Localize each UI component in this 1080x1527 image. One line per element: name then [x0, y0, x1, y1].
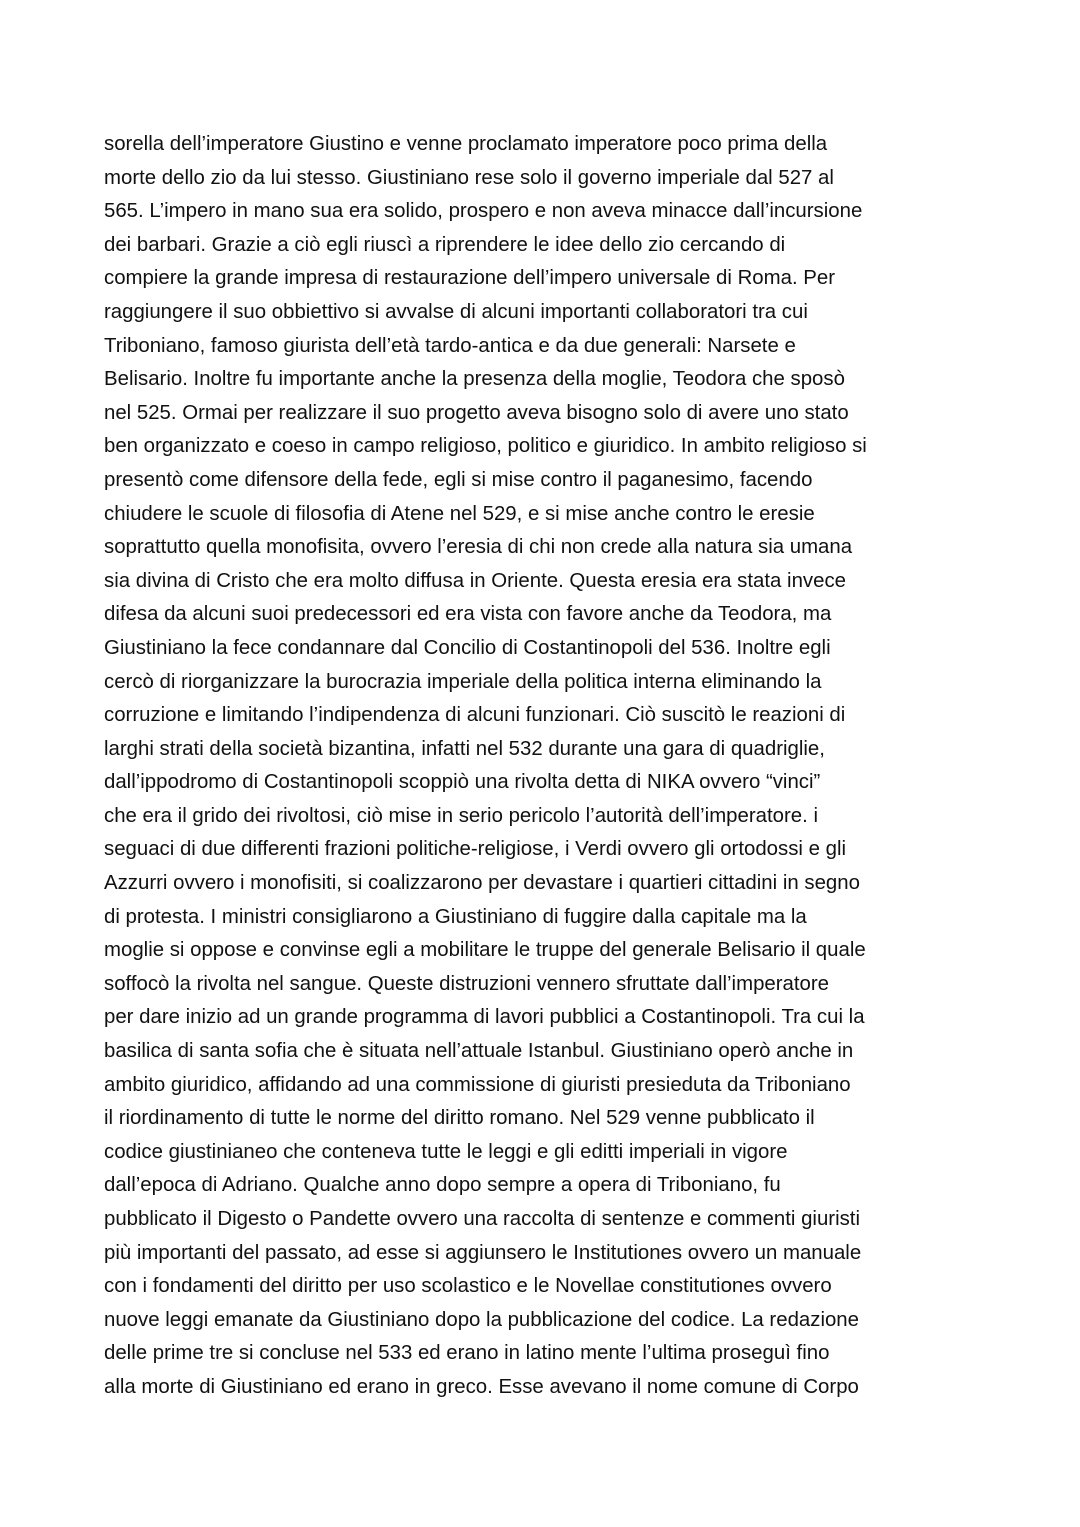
text-line: più importanti del passato, ad esse si aggiunsero le Institutiones ovvero un manuale — [104, 1241, 862, 1264]
text-line: Triboniano, famoso giurista dell’età tardo-antica e da due generali: Narsete e — [104, 334, 796, 357]
text-line: soffocò la rivolta nel sangue. Queste distruzioni vennero sfruttate dall’imperatore — [104, 972, 830, 995]
text-line: ben organizzato e coeso in campo religioso, politico e giuridico. In ambito religioso si — [104, 435, 867, 458]
text-line: morte dello zio da lui stesso. Giustiniano rese solo il governo imperiale dal 527 al — [104, 166, 834, 189]
text-line: Giustiniano la fece condannare dal Concilio di Costantinopoli del 536. Inoltre egli — [104, 636, 831, 659]
text-line: cercò di riorganizzare la burocrazia imperiale della politica interna eliminando la — [104, 670, 822, 693]
text-line: raggiungere il suo obbiettivo si avvalse di alcuni importanti collaboratori tra cui — [104, 300, 808, 323]
text-line: pubblicato il Digesto o Pandette ovvero una raccolta di sentenze e commenti giuristi — [104, 1208, 861, 1230]
text-line: basilica di santa sofia che è situata nell’attuale Istanbul. Giustiniano operò anche in — [104, 1040, 854, 1063]
text-line: con i fondamenti del diritto per uso scolastico e le Novellae constitutiones ovvero — [104, 1275, 832, 1298]
text-line: chiudere le scuole di filosofia di Atene nel 529, e si mise anche contro le eresie — [104, 502, 815, 525]
text-line: il riordinamento di tutte le norme del diritto romano. Nel 529 venne pubblicato il — [104, 1107, 815, 1130]
text-line: soprattutto quella monofisita, ovvero l’eresia di chi non crede alla natura sia umana — [104, 536, 853, 559]
text-line: sorella dell’imperatore Giustino e venne proclamato imperatore poco prima della — [104, 133, 828, 155]
text-line: nel 525. Ormai per realizzare il suo progetto aveva bisogno solo di avere uno stato — [104, 401, 849, 424]
text-line: moglie si oppose e convinse egli a mobilitare le truppe del generale Belisario il quale — [104, 939, 866, 962]
text-line: Belisario. Inoltre fu importante anche la presenza della moglie, Teodora che sposò — [104, 368, 845, 391]
text-line: per dare inizio ad un grande programma di lavori pubblici a Costantinopoli. Tra cui la — [104, 1006, 865, 1029]
text-line: nuove leggi emanate da Giustiniano dopo la pubblicazione del codice. La redazione — [104, 1308, 859, 1331]
text-line: alla morte di Giustiniano ed erano in greco. Esse avevano il nome comune di Corpo — [104, 1375, 859, 1398]
text-line: larghi strati della società bizantina, infatti nel 532 durante una gara di quadriglie, — [104, 737, 825, 760]
text-line: di protesta. I ministri consigliarono a Giustiniano di fuggire dalla capitale ma la — [104, 905, 807, 928]
text-line: ambito giuridico, affidando ad una commissione di giuristi presieduta da Triboniano — [104, 1073, 851, 1096]
text-line: compiere la grande impresa di restaurazione dell’impero universale di Roma. Per — [104, 267, 836, 290]
text-line: dei barbari. Grazie a ciò egli riuscì a riprendere le idee dello zio cercando di — [104, 233, 786, 256]
text-line: che era il grido dei rivoltosi, ciò mise in serio pericolo l’autorità dell’imperatore. i — [104, 804, 818, 827]
text-line: Azzurri ovvero i monofisiti, si coalizzarono per devastare i quartieri cittadini in segno — [104, 872, 860, 895]
text-line: 565. L’impero in mano sua era solido, prospero e non aveva minacce dall’incursione — [104, 200, 863, 223]
text-line: presentò come difensore della fede, egli si mise contro il paganesimo, facendo — [104, 468, 813, 491]
text-line: sia divina di Cristo che era molto diffusa in Oriente. Questa eresia era stata invece — [104, 569, 846, 592]
text-line: dall’ippodromo di Costantinopoli scoppiò una rivolta detta di NIKA ovvero “vinci” — [104, 771, 821, 794]
text-line: codice giustinianeo che conteneva tutte le leggi e gli editti imperiali in vigore — [104, 1140, 788, 1163]
text-line: corruzione e limitando l’indipendenza di alcuni funzionari. Ciò suscitò le reazioni di — [104, 704, 846, 727]
text-line: seguaci di due differenti frazioni politiche-religiose, i Verdi ovvero gli ortodossi e gli — [104, 838, 847, 861]
body-text — [104, 128, 1004, 1405]
text-line: dall’epoca di Adriano. Qualche anno dopo sempre a opera di Triboniano, fu — [104, 1174, 781, 1197]
text-line: delle prime tre si concluse nel 533 ed erano in latino mente l’ultima proseguì fino — [104, 1342, 830, 1365]
text-line: difesa da alcuni suoi predecessori ed era vista con favore anche da Teodora, ma — [104, 603, 832, 626]
